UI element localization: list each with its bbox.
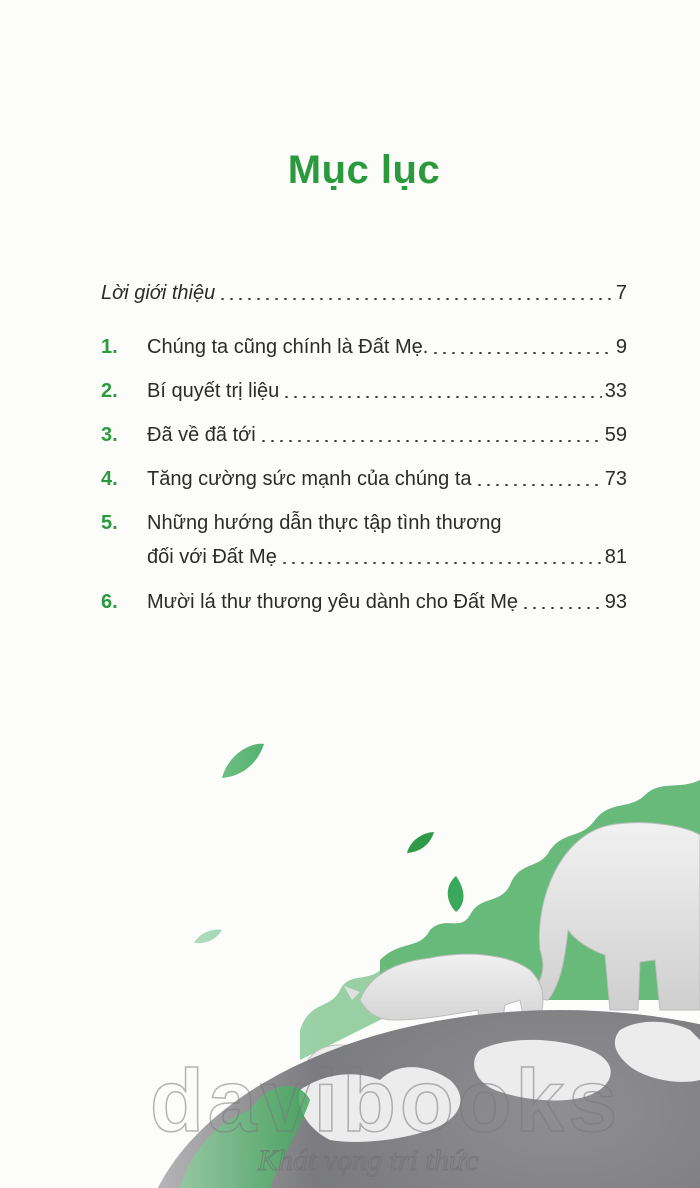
toc-entry-5 bbox=[101, 509, 627, 569]
page-title: Mục lục bbox=[287, 148, 441, 192]
toc-entry-number: 2. bbox=[101, 380, 118, 402]
toc-intro-page: 7 bbox=[615, 282, 627, 304]
toc-entry-number: 1. bbox=[101, 336, 118, 358]
toc-intro-title: Lời giới thiệu bbox=[101, 282, 216, 304]
toc-entry-number: 3. bbox=[101, 424, 118, 446]
watermark-brand: davibooks bbox=[150, 1051, 622, 1150]
toc-entry-title: Chúng ta cũng chính là Đất Mẹ. bbox=[147, 336, 429, 358]
toc-entry-title: Mười lá thư thương yêu dành cho Đất Mẹ bbox=[147, 591, 519, 613]
toc-entry-title-continued: đối với Đất Mẹ bbox=[147, 546, 277, 568]
dot-leader bbox=[431, 352, 613, 354]
dot-leader bbox=[475, 484, 602, 486]
toc-entry-number: 6. bbox=[101, 591, 118, 613]
toc-entry-page: 81 bbox=[604, 546, 627, 568]
toc-entry-title: Tăng cường sức mạnh của chúng ta bbox=[147, 468, 472, 490]
dot-leader bbox=[259, 440, 602, 442]
toc-entry-page: 9 bbox=[615, 336, 627, 358]
dot-leader bbox=[280, 562, 602, 564]
dot-leader bbox=[218, 298, 613, 300]
toc-entry-title: Những hướng dẫn thực tập tình thương bbox=[147, 512, 502, 534]
toc-entry-page: 93 bbox=[604, 591, 627, 613]
toc-entry-number: 4. bbox=[101, 468, 118, 490]
dot-leader bbox=[521, 607, 602, 609]
toc-entry-page: 33 bbox=[604, 380, 627, 402]
toc-entry-title: Bí quyết trị liệu bbox=[147, 380, 280, 402]
toc-entry-title: Đã về đã tới bbox=[147, 424, 256, 446]
toc-entry-page: 73 bbox=[604, 468, 627, 490]
toc-entry-number: 5. bbox=[101, 512, 118, 534]
dot-leader bbox=[282, 396, 601, 398]
toc-entry-page: 59 bbox=[604, 424, 627, 446]
watermark-tagline: Khát vọng tri thức bbox=[258, 1144, 479, 1177]
